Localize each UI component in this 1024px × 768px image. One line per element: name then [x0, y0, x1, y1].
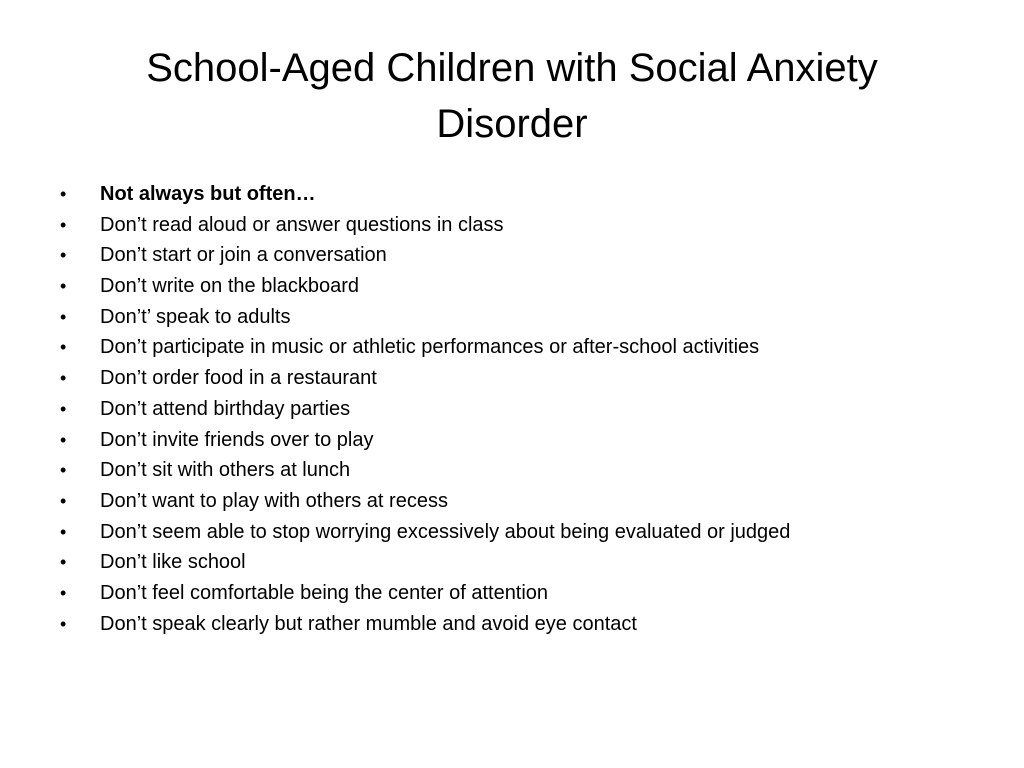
bullet-item: [60, 517, 980, 548]
bullet-text: Don’t write on the blackboard: [100, 275, 360, 298]
bullet-text: Don’t read aloud or answer questions in class: [100, 213, 504, 236]
bullet-dot: •: [60, 429, 67, 450]
bullet-list: [60, 179, 980, 639]
bullet-dot: •: [60, 306, 67, 327]
bullet-item: [60, 271, 980, 302]
bullet-dot: •: [60, 552, 67, 573]
bullet-text: Don’t participate in music or athletic performances or after-school activities: [100, 336, 760, 359]
bullet-text: Don’t want to play with others at recess: [100, 489, 448, 512]
bullet-text: Don’t sit with others at lunch: [100, 459, 351, 482]
bullet-dot: •: [60, 368, 67, 389]
bullet-item: [60, 578, 980, 609]
bullet-item: [60, 455, 980, 486]
bullet-text: Not always but often…: [100, 183, 316, 205]
bullet-dot: •: [60, 460, 67, 481]
bullet-text: Don’t invite friends over to play: [100, 428, 374, 451]
bullet-item: [60, 210, 980, 241]
bullet-text: Don’t attend birthday parties: [100, 397, 351, 420]
bullet-text: Don’t like school: [100, 551, 246, 574]
bullet-text: Don’t start or join a conversation: [100, 244, 387, 267]
bullet-item: [60, 240, 980, 271]
bullet-dot: •: [60, 276, 67, 297]
bullet-dot: •: [60, 337, 67, 358]
bullet-item: [60, 302, 980, 333]
bullet-dot: •: [60, 613, 67, 634]
bullet-dot: •: [60, 245, 67, 266]
bullet-item: [60, 425, 980, 456]
bullet-text: Don’t’ speak to adults: [100, 305, 291, 328]
bullet-dot: •: [60, 398, 67, 419]
bullet-item: [60, 609, 980, 640]
bullet-item: [60, 486, 980, 517]
bullet-text: Don’t order food in a restaurant: [100, 367, 377, 390]
bullet-dot: •: [60, 184, 67, 204]
bullet-item: [60, 547, 980, 578]
bullet-dot: •: [60, 490, 67, 511]
bullet-dot: •: [60, 521, 67, 542]
slide-title: [40, 40, 984, 152]
bullet-dot: •: [60, 214, 67, 235]
slide-title-line-2: Disorder: [436, 102, 588, 146]
bullet-text: Don’t seem able to stop worrying excessively about being evaluated or judged: [100, 520, 791, 543]
bullet-text: Don’t feel comfortable being the center of attention: [100, 581, 549, 604]
bullet-item: [60, 179, 980, 210]
bullet-dot: •: [60, 582, 67, 603]
bullet-text: Don’t speak clearly but rather mumble and avoid eye contact: [100, 612, 637, 635]
bullet-item: [60, 332, 980, 363]
slide-title-line-1: School-Aged Children with Social Anxiety: [146, 46, 878, 90]
bullet-item: [60, 363, 980, 394]
bullet-item: [60, 394, 980, 425]
